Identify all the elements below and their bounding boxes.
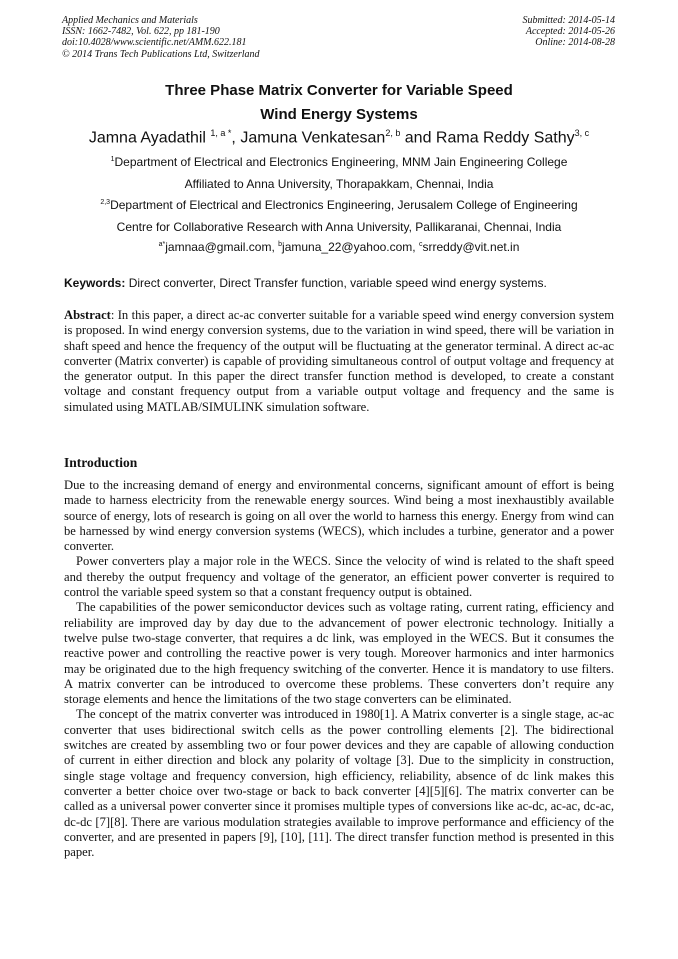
- copyright-line: © 2014 Trans Tech Publications Ltd, Switzerland: [62, 48, 260, 60]
- email-2-sup: b: [278, 241, 283, 248]
- introduction-body: [64, 478, 614, 860]
- intro-paragraph-3: The capabilities of the power semiconductor devices such as voltage rating, current rating, efficiency and reliability are improved day by day due to the advancement of power electronic technology. Initially a twelve pulse two-stage converter, that requires a dc link, was employed in the WECS. But it consumes the reactive power and controlling the reactive power is very tough. Moreover harmonics and inter harmonics may be originated due to the high frequency switching of the converter. Hence it is mandatory to use filters. A matrix converter can be introduced to overcome these problems. These converters don’t require any storage elements and hence the limitations of the two stage converters can be eliminated.: [64, 600, 614, 707]
- affiliation-2: [0, 198, 678, 212]
- affiliation-1-text: Department of Electrical and Electronics Engineering, MNM Jain Engineering College: [114, 155, 568, 169]
- author-1: Jamna Ayadathil: [88, 129, 206, 147]
- intro-paragraph-1: Due to the increasing demand of energy and environmental concerns, significant amount of effort is being made to harness electricity from the renewable energy sources. Wind being a most inexhaustibly available source of energy, lots of research is going on all over the world to harness this energy. Energy from wind can be harnessed by wind energy conversion systems (WECS), which includes a turbine, generator and a power converter.: [64, 478, 614, 554]
- author-sep-2: and Rama Reddy Sathy: [400, 129, 575, 147]
- paper-title-line-1: Three Phase Matrix Converter for Variable Speed: [165, 82, 513, 99]
- author-3-sup: 3, c: [574, 128, 590, 138]
- affiliation-1: [0, 155, 678, 169]
- doi-line: doi:10.4028/www.scientific.net/AMM.622.181: [62, 37, 247, 49]
- accepted-date: Accepted: 2014-05-26: [525, 26, 615, 38]
- email-1-sup: a*: [158, 241, 166, 248]
- affiliation-1-sup: 1: [110, 156, 115, 163]
- section-heading-introduction: Introduction: [64, 455, 138, 470]
- keywords-label: Keywords:: [64, 276, 126, 290]
- email-2: jamuna_22@yahoo.com,: [282, 240, 419, 254]
- issn-line: ISSN: 1662-7482, Vol. 622, pp 181-190: [62, 26, 220, 38]
- submitted-date: Submitted: 2014-05-14: [522, 15, 615, 26]
- author-sep-1: , Jamuna Venkatesan: [231, 129, 386, 147]
- online-date: Online: 2014-08-28: [535, 37, 615, 49]
- email-1: jamnaa@gmail.com,: [165, 240, 279, 254]
- paper-title-line-2: Wind Energy Systems: [260, 106, 418, 123]
- abstract-label: Abstract: [64, 308, 111, 322]
- journal-name: Applied Mechanics and Materials: [62, 15, 198, 26]
- affiliation-2-sup: 2,3: [100, 199, 111, 206]
- author-list: [0, 128, 678, 147]
- keywords: [64, 276, 616, 290]
- author-2-sup: 2, b: [385, 128, 401, 138]
- affiliation-2b: Centre for Collaborative Research with Anna University, Pallikaranai, Chennai, India: [116, 220, 562, 234]
- abstract-text: : In this paper, a direct ac-ac converter suitable for a variable speed wind energy conversion system is proposed. In wind energy conversion systems, due to the variation in wind speed, there will be variation in shaft speed and hence the frequency of the output will be fluctuating at the generator terminal. A direct ac-ac converter (Matrix converter) is capable of providing simultaneous control of output voltage and frequency at the generator output. In this paper the direct transfer function method is developed, to create a constant voltage and constant frequency output from a variable output voltage and frequency and the same is simulated using MATLAB/SIMULINK simulation software.: [64, 308, 614, 414]
- abstract: [64, 308, 614, 415]
- submission-dates: [523, 15, 616, 49]
- affiliation-2-text: Department of Electrical and Electronics Engineering, Jerusalem College of Engineering: [110, 198, 578, 212]
- author-1-sup: 1, a *: [210, 128, 232, 138]
- journal-info: [62, 15, 260, 60]
- email-line: [0, 240, 678, 254]
- email-3: srreddy@vit.net.in: [422, 240, 520, 254]
- email-3-sup: c: [418, 241, 423, 248]
- intro-paragraph-4: The concept of the matrix converter was introduced in 1980[1]. A Matrix converter is a single stage, ac-ac converter that uses bidirectional switch cells as the power controlling elements [2]. The bidirectional switches are created by assembling two or four power devices and they are capable of allowing conduction of current in either direction and block any polarity of voltage [3]. Due to the simplicity in construction, single stage voltage and frequency conversion, high efficiency, reliability, absence of dc link makes this converter a better choice over two-stage or back to back converter [4][5][6]. The matrix converter can be called as a universal power converter since it promises multiple types of conversions like ac-dc, ac-ac, dc-ac, dc-dc [7][8]. There are various modulation strategies available to improve performance and efficiency of the converter, and are presented in papers [9], [10], [11]. The direct transfer function method is presented in this paper.: [64, 707, 614, 860]
- affiliation-1b: Affiliated to Anna University, Thorapakkam, Chennai, India: [184, 177, 494, 191]
- intro-paragraph-2: Power converters play a major role in the WECS. Since the velocity of wind is related to the shaft speed and thereby the output frequency and voltage of the generator, an efficient power converter is required to control the variable speed system so that a constant frequency output is obtained.: [64, 554, 614, 600]
- keywords-text: Direct converter, Direct Transfer function, variable speed wind energy systems.: [125, 276, 547, 290]
